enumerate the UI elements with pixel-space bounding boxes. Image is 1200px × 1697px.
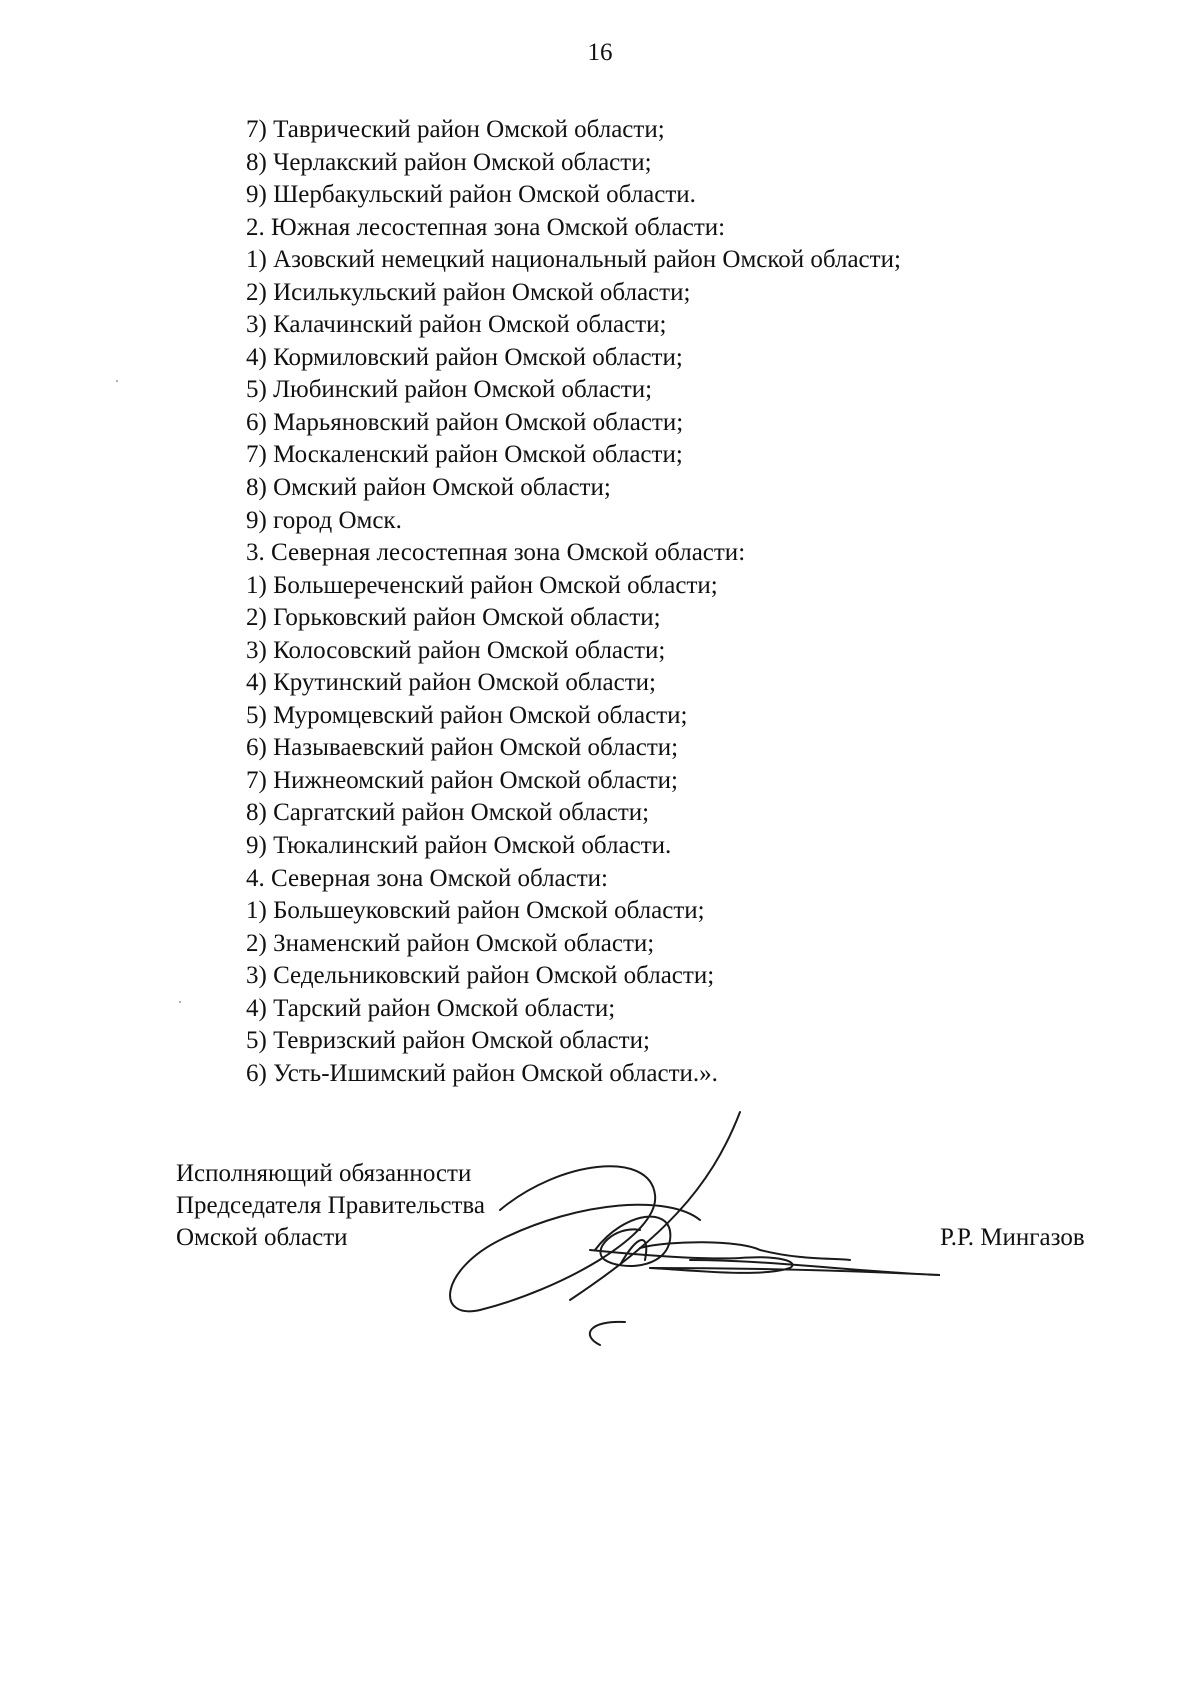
list-item: 8) Саргатский район Омской области; <box>246 799 650 827</box>
list-item: 8) Черлакский район Омской области; <box>246 148 652 176</box>
scan-speck <box>179 1001 181 1003</box>
page-number: 16 <box>587 39 613 66</box>
list-item: 4) Крутинский район Омской области; <box>246 669 656 697</box>
list-item: 6) Марьяновский район Омской области; <box>246 408 684 436</box>
list-item: 6) Усть-Ишимский район Омской области.». <box>246 1059 718 1087</box>
list-item: 2) Знаменский район Омской области; <box>246 929 655 957</box>
list-item: 5) Любинский район Омской области; <box>246 376 653 404</box>
list-item: 1) Азовский немецкий национальный район Омской области; <box>246 246 901 274</box>
zone-heading: 4. Северная зона Омской области: <box>246 864 608 892</box>
list-item: 1) Большереченский район Омской области; <box>246 571 718 599</box>
district-list <box>246 114 901 1090</box>
list-item: 7) Нижнеомский район Омской области; <box>246 766 678 794</box>
list-item: 3) Колосовский район Омской области; <box>246 636 666 664</box>
list-item: 4) Кормиловский район Омской области; <box>246 343 683 371</box>
signer-name: Р.Р. Мингазов <box>940 1224 1085 1251</box>
list-item: 2) Горьковский район Омской области; <box>246 604 661 632</box>
list-item: 6) Называевский район Омской области; <box>246 734 679 762</box>
signer-title-line: Председателя Правительства <box>176 1192 485 1219</box>
list-item: 9) город Омск. <box>246 506 402 534</box>
list-item: 5) Муромцевский район Омской области; <box>246 701 688 729</box>
list-item: 7) Москаленский район Омской области; <box>246 441 683 469</box>
handwritten-signature <box>440 1100 940 1350</box>
list-item: 9) Тюкалинский район Омской области. <box>246 832 672 860</box>
list-item: 3) Седельниковский район Омской области; <box>246 962 715 990</box>
list-item: 4) Тарский район Омской области; <box>246 994 616 1022</box>
list-item: 3) Калачинский район Омской области; <box>246 311 667 339</box>
signer-title-line: Омской области <box>176 1224 348 1251</box>
zone-heading: 3. Северная лесостепная зона Омской области: <box>246 539 746 567</box>
list-item: 8) Омский район Омской области; <box>246 474 611 502</box>
list-item: 7) Таврический район Омской области; <box>246 116 665 143</box>
list-item: 5) Тевризский район Омской области; <box>246 1027 650 1055</box>
list-item: 2) Исилькульский район Омской области; <box>246 278 691 306</box>
list-item: 9) Шербакульский район Омской области. <box>246 181 696 209</box>
scan-speck <box>116 380 118 382</box>
signer-title-line: Исполняющий обязанности <box>176 1160 472 1187</box>
list-item: 1) Большеуковский район Омской области; <box>246 897 705 925</box>
zone-heading: 2. Южная лесостепная зона Омской области: <box>246 213 726 241</box>
signer-title <box>176 1158 485 1254</box>
